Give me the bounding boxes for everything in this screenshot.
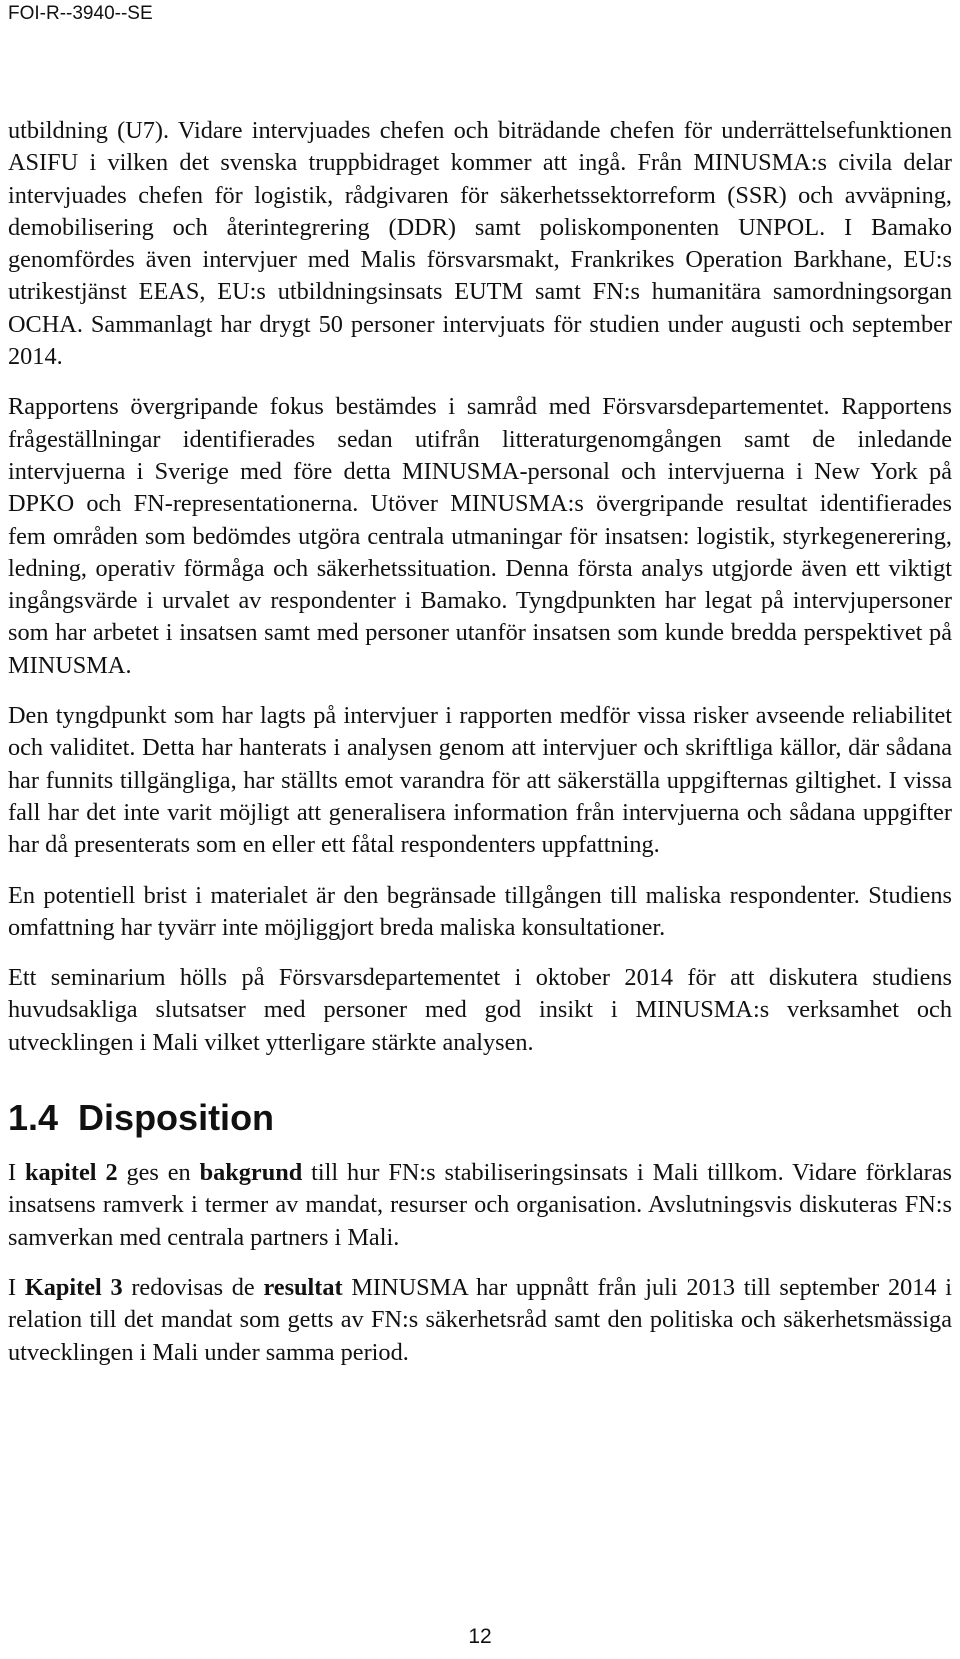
paragraph-focus: Rapportens övergripande fokus bestämdes i samråd med Försvarsdepartementet. Rapportens frågeställningar identifierades sedan utifrån litteraturgenomgången samt de inledande intervjuerna i Sverige med före detta MINUSMA-personal och intervjuerna i New York på DPKO och FN-representationerna. Utöver MINUSMA:s övergripande resultat identifierades fem områden som bedömdes utgöra centrala utmaningar för insatsen: logistik, styrkegenerering, ledning, operativ förmåga och säkerhetssituation. Denna första analys utgjorde även ett viktigt ingångsvärde i urvalet av respondenter i Bamako. Tyngdpunkten har legat på intervjupersoner som har arbetet i insatsen samt med personer utanför insatsen som kunde bredda perspektivet på MINUSMA. [8, 393, 952, 679]
paragraph-limitations: En potentiell brist i materialet är den begränsade tillgången till maliska respondenter. Studiens omfattning har tyvärr inte möjliggjort breda maliska konsultationer. [8, 881, 952, 941]
page-number: 12 [468, 1625, 492, 1648]
page-content [8, 115, 952, 1387]
section-heading [8, 1097, 952, 1139]
text-run: I [8, 1273, 25, 1301]
bold-keyword: bakgrund [199, 1159, 303, 1187]
paragraph-chapter-2 [8, 1157, 952, 1254]
bold-keyword: resultat [263, 1273, 343, 1301]
section-number: 1.4 [8, 1097, 59, 1139]
text-run: till hur FN:s stabiliseringsinsats i Mali tillkom. Vidare förklaras insatsens ramverk i termer av mandat, resurser och organisation. Avslutningsvis diskuteras FN:s samverkan med centrala partners i Mali. [8, 1159, 952, 1251]
text-run: MINUSMA har uppnått från juli 2013 till september 2014 i relation till det mandat som getts av FN:s säkerhetsråd samt den politiska och säkerhetsmässiga utvecklingen i Mali under samma period. [8, 1273, 953, 1366]
paragraph-interviews: utbildning (U7). Vidare intervjuades chefen och biträdande chefen för underrättelsefunktionen ASIFU i vilken det svenska truppbidraget kommer att ingå. Från MINUSMA:s civila delar intervjuades chefen för logistik, rådgivaren för säkerhetssektorreform (SSR) och avväpning, demobilisering och återintegrering (DDR) samt poliskomponenten UNPOL. I Bamako genomfördes även intervjuer med Malis försvarsmakt, Frankrikes Operation Barkhane, EU:s utrikestjänst EEAS, EU:s utbildningsinsats EUTM samt FN:s humanitära samordningsorgan OCHA. Sammanlagt har drygt 50 personer intervjuats för studien under augusti och september 2014. [8, 117, 952, 371]
bold-chapter-ref: kapitel 2 [25, 1159, 118, 1187]
paragraph-chapter-3 [8, 1272, 952, 1369]
paragraph-risks: Den tyngdpunkt som har lagts på intervjuer i rapporten medför vissa risker avseende reliabilitet och validitet. Detta har hanterats i analysen genom att intervjuer och skriftliga källor, där sådana har funnits tillgängliga, har ställts emot varandra för att säkerställa uppgifternas giltighet. I vissa fall har det inte varit möjligt att generalisera information från intervjuerna och sådana uppgifter har då presenterats som en eller ett fåtal respondenters uppfattning. [8, 702, 952, 859]
document-id-header: FOI-R--3940--SE [8, 3, 153, 24]
text-run: ges en [117, 1159, 200, 1187]
section-title: Disposition [78, 1097, 275, 1139]
text-run: I [8, 1159, 25, 1187]
bold-chapter-ref: Kapitel 3 [24, 1273, 123, 1301]
text-run: redovisas de [122, 1273, 264, 1301]
paragraph-seminar: Ett seminarium hölls på Försvarsdepartementet i oktober 2014 för att diskutera studiens huvudsakliga slutsatser med personer med god insikt i MINUSMA:s verksamhet och utvecklingen i Mali vilket ytterligare stärkte analysen. [8, 964, 952, 1056]
